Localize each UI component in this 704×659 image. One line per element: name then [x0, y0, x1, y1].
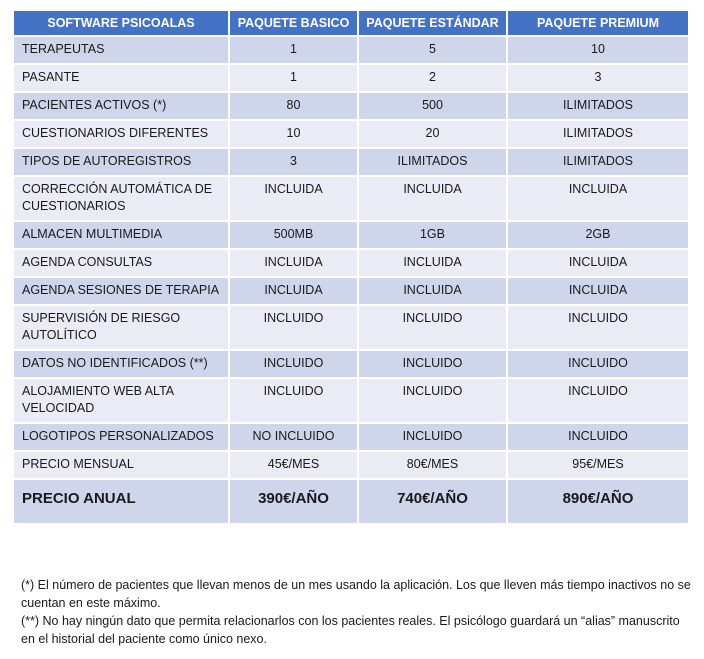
standard-cell: 5	[359, 37, 506, 63]
table-body	[14, 37, 688, 523]
feature-cell: ALOJAMIENTO WEB ALTA VELOCIDAD	[14, 379, 228, 422]
header-basic: PAQUETE BASICO	[230, 11, 357, 35]
header-premium: PAQUETE PREMIUM	[508, 11, 688, 35]
standard-cell: 20	[359, 121, 506, 147]
footnote-1: (*) El número de pacientes que llevan menos de un mes usando la aplicación. Los que lleven más tiempo inactivos no se cuentan en este máximo.	[21, 578, 691, 610]
feature-cell: AGENDA CONSULTAS	[14, 250, 228, 276]
premium-cell: ILIMITADOS	[508, 149, 688, 175]
basic-cell: INCLUIDO	[230, 379, 357, 422]
footnote-2: (**) No hay ningún dato que permita relacionarlos con los pacientes reales. El psicólogo guardará un “alias” manuscrito en el historial del paciente como único nexo.	[21, 614, 680, 646]
premium-cell: 10	[508, 37, 688, 63]
table-row	[14, 278, 688, 304]
table-row	[14, 37, 688, 63]
table-row	[14, 65, 688, 91]
premium-cell: INCLUIDA	[508, 250, 688, 276]
premium-cell: 95€/MES	[508, 452, 688, 478]
premium-cell: INCLUIDA	[508, 177, 688, 220]
basic-cell: INCLUIDA	[230, 250, 357, 276]
premium-cell: INCLUIDO	[508, 424, 688, 450]
feature-cell: PRECIO MENSUAL	[14, 452, 228, 478]
feature-cell: LOGOTIPOS PERSONALIZADOS	[14, 424, 228, 450]
table-row	[14, 452, 688, 478]
header-software: SOFTWARE PSICOALAS	[14, 11, 228, 35]
pricing-table-container	[14, 9, 686, 525]
header-standard: PAQUETE ESTÁNDAR	[359, 11, 506, 35]
table-row	[14, 177, 688, 220]
table-row	[14, 222, 688, 248]
standard-cell: INCLUIDA	[359, 278, 506, 304]
table-row	[14, 250, 688, 276]
basic-cell: 1	[230, 37, 357, 63]
basic-cell: NO INCLUIDO	[230, 424, 357, 450]
basic-cell: 10	[230, 121, 357, 147]
standard-cell: 500	[359, 93, 506, 119]
standard-cell: 1GB	[359, 222, 506, 248]
standard-cell: INCLUIDO	[359, 351, 506, 377]
annual-premium-cell: 890€/AÑO	[508, 480, 688, 523]
table-row	[14, 306, 688, 349]
feature-cell: TIPOS DE AUTOREGISTROS	[14, 149, 228, 175]
basic-cell: INCLUIDO	[230, 351, 357, 377]
premium-cell: ILIMITADOS	[508, 93, 688, 119]
annual-feature-cell: PRECIO ANUAL	[14, 480, 228, 523]
basic-cell: 3	[230, 149, 357, 175]
standard-cell: INCLUIDO	[359, 306, 506, 349]
premium-cell: 2GB	[508, 222, 688, 248]
annual-standard-cell: 740€/AÑO	[359, 480, 506, 523]
footnotes	[21, 576, 691, 648]
feature-cell: SUPERVISIÓN DE RIESGO AUTOLÍTICO	[14, 306, 228, 349]
premium-cell: INCLUIDO	[508, 306, 688, 349]
basic-cell: 1	[230, 65, 357, 91]
feature-cell: CORRECCIÓN AUTOMÁTICA DE CUESTIONARIOS	[14, 177, 228, 220]
feature-cell: DATOS NO IDENTIFICADOS (**)	[14, 351, 228, 377]
standard-cell: INCLUIDO	[359, 379, 506, 422]
premium-cell: INCLUIDA	[508, 278, 688, 304]
table-row	[14, 149, 688, 175]
table-row	[14, 379, 688, 422]
basic-cell: 500MB	[230, 222, 357, 248]
annual-price-row	[14, 480, 688, 523]
standard-cell: INCLUIDA	[359, 177, 506, 220]
premium-cell: INCLUIDO	[508, 379, 688, 422]
feature-cell: AGENDA SESIONES DE TERAPIA	[14, 278, 228, 304]
table-header-row	[14, 11, 688, 35]
feature-cell: ALMACEN MULTIMEDIA	[14, 222, 228, 248]
standard-cell: INCLUIDA	[359, 250, 506, 276]
basic-cell: INCLUIDA	[230, 278, 357, 304]
basic-cell: INCLUIDO	[230, 306, 357, 349]
table-row	[14, 93, 688, 119]
standard-cell: 80€/MES	[359, 452, 506, 478]
pricing-table	[12, 9, 690, 525]
feature-cell: TERAPEUTAS	[14, 37, 228, 63]
feature-cell: PASANTE	[14, 65, 228, 91]
table-row	[14, 121, 688, 147]
premium-cell: ILIMITADOS	[508, 121, 688, 147]
basic-cell: INCLUIDA	[230, 177, 357, 220]
standard-cell: ILIMITADOS	[359, 149, 506, 175]
feature-cell: PACIENTES ACTIVOS (*)	[14, 93, 228, 119]
premium-cell: 3	[508, 65, 688, 91]
basic-cell: 45€/MES	[230, 452, 357, 478]
basic-cell: 80	[230, 93, 357, 119]
annual-basic-cell: 390€/AÑO	[230, 480, 357, 523]
standard-cell: INCLUIDO	[359, 424, 506, 450]
premium-cell: INCLUIDO	[508, 351, 688, 377]
table-row	[14, 351, 688, 377]
feature-cell: CUESTIONARIOS DIFERENTES	[14, 121, 228, 147]
standard-cell: 2	[359, 65, 506, 91]
table-row	[14, 424, 688, 450]
